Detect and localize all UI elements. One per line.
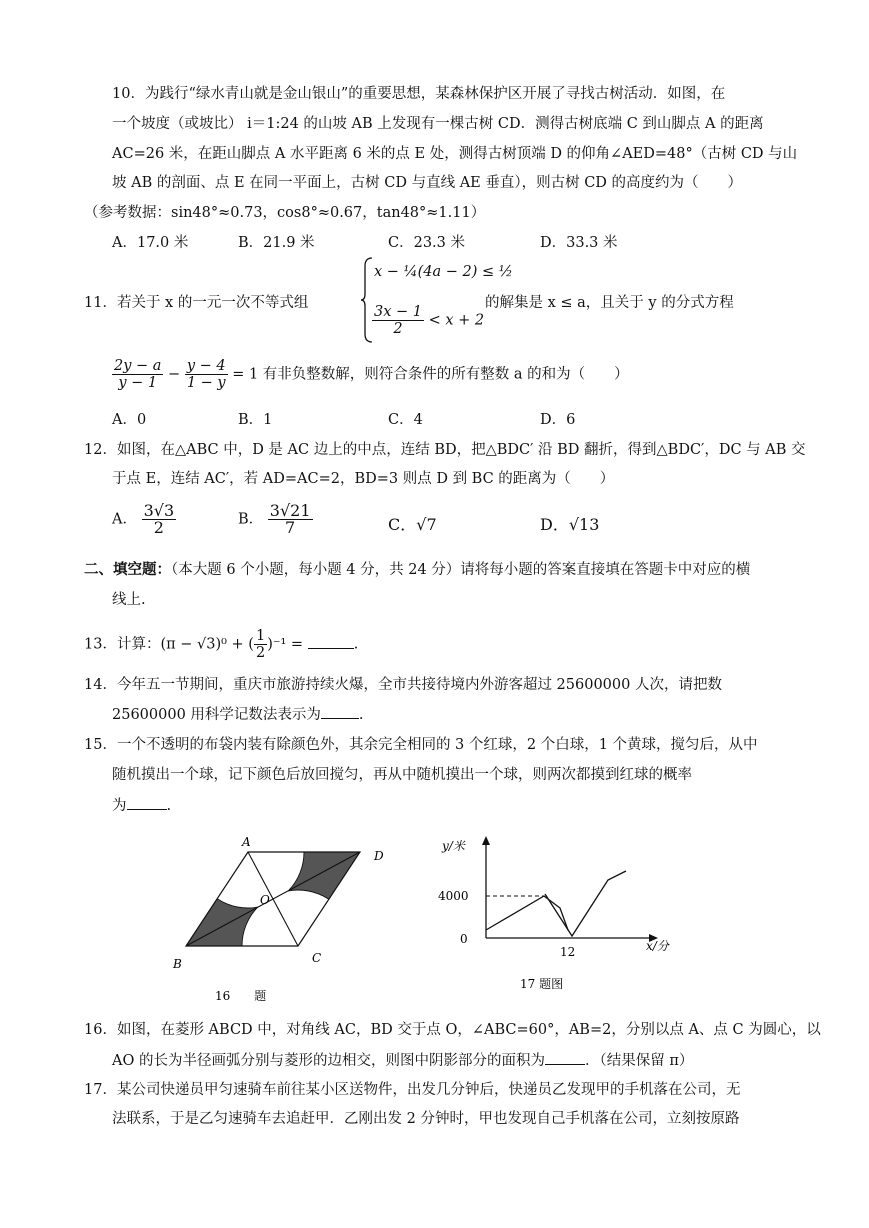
q11-option-d: D．6 [540, 412, 576, 428]
figure-16-rhombus [160, 830, 400, 1010]
q11-ineq2-numerator: 3x − 1 [374, 304, 422, 320]
q10-reference-data: （参考数据：sin48°≈0.73，cos8°≈0.67，tan48°≈1.11） [84, 205, 486, 221]
q13: 13．计算：(π − √3)⁰ + ( $\frac{1}{2}$ )⁻¹ = . [84, 628, 359, 661]
section2-instructions: （本大题 6 个小题，每小题 4 分，共 24 分）请将每小题的答案直接填在答题卡中对应的横 [171, 562, 751, 578]
q11-stem-prefix: 11．若关于 x 的一元一次不等式组 [84, 295, 309, 311]
q13-numerator: 1 [255, 628, 266, 644]
q11-stem-suffix: 的解集是 x ≤ a，且关于 y 的分式方程 [485, 295, 734, 311]
q15-line1: 15．一个不透明的布袋内装有除颜色外，其余完全相同的 3 个红球，2 个白球，1 个黄球，搅匀后，从中 [84, 737, 758, 753]
figure-17-caption: 17 题图 [520, 977, 564, 991]
q13-answer-blank[interactable] [308, 634, 354, 649]
q11-option-a: A．0 [112, 412, 147, 428]
q10-option-a: A．17.0 米 [112, 235, 189, 251]
q11-eq-den2: 1 − y [186, 375, 226, 391]
q13-suffix: )⁻¹ = [267, 636, 304, 653]
q14-answer-blank[interactable] [321, 704, 359, 719]
section2-title: 二、填空题： [84, 561, 171, 578]
q11-eq-num2: y − 4 [186, 358, 226, 374]
q11-option-c: C．4 [388, 412, 423, 428]
q11-inequality-system [360, 256, 513, 344]
q10-line2: 一个坡度（或坡比） i＝1:24 的山坡 AB 上发现有一棵古树 CD．测得古树底端 C 到山脚点 A 的距离 [112, 116, 764, 132]
q10-line1: 10．为践行“绿水青山就是金山银山”的重要思想，某森林保护区开展了寻找古树活动．如图，在 [112, 86, 726, 102]
q10-option-c: C．23.3 米 [388, 235, 465, 251]
label-d: D [374, 849, 384, 863]
q11-fraction-equation [112, 358, 629, 391]
q11-eq-den1: y − 1 [118, 375, 158, 391]
q12-line1: 12．如图，在△ABC 中，D 是 AC 边上的中点，连结 BD，把△BDC′ 沿 BD 翻折，得到△BDC′，DC 与 AB 交 [84, 442, 806, 458]
q13-denominator: 2 [255, 645, 266, 661]
q12-option-d: D．√13 [540, 515, 600, 534]
q10-option-d: D．33.3 米 [540, 235, 618, 251]
q16-line1: 16．如图，在菱形 ABCD 中，对角线 AC，BD 交于点 O，∠ABC=60°，AB=2，分别以点 A、点 C 为圆心，以 [84, 1022, 821, 1038]
q16-line2: AO 的长为半径画弧分别与菱形的边相交，则图中阴影部分的面积为 ．（结果保留 π） [112, 1050, 693, 1071]
q11-eq-num1: 2y − a [114, 358, 162, 374]
section2-heading-line [84, 560, 750, 580]
label-a: A [242, 835, 251, 849]
q11-option-b: B．1 [238, 412, 273, 428]
q12-line2: 于点 E，连结 AC′，若 AD=AC=2，BD=3 则点 D 到 BC 的距离为（ ） [112, 471, 615, 487]
q10-line3: AC=26 米，在距山脚点 A 水平距离 6 米的点 E 处，测得古树顶端 D 的仰角∠AED=48°（古树 CD 与山 [112, 146, 798, 162]
figure-16-caption: 16 题 [215, 989, 267, 1003]
q15-line2: 随机摸出一个球，记下颜色后放回搅匀，再从中随机摸出一个球，则两次都摸到红球的概率 [112, 767, 692, 783]
q11-ineq2-rest: < x + 2 [428, 312, 485, 329]
q11-inequality-1: x − ¼(4a − 2) ≤ ½ [374, 264, 513, 280]
q17-line1: 17．某公司快递员甲匀速骑车前往某小区送物件，出发几分钟后，快递员乙发现甲的手机落在公司，无 [84, 1082, 741, 1098]
q11-ineq2-denominator: 2 [393, 321, 403, 337]
label-o: O [260, 893, 270, 907]
q12-option-b: B． $\frac{3√21}{7}$ [238, 501, 311, 537]
x-axis-label: x/分 [646, 939, 669, 953]
q15-line3: 为 . [112, 795, 171, 816]
label-c: C [312, 951, 322, 965]
q10-option-b: B．21.9 米 [238, 235, 315, 251]
x-tick-12: 12 [560, 945, 576, 959]
origin-label: 0 [460, 932, 468, 946]
q17-line2: 法联系，于是乙匀速骑车去追赶甲．乙刚出发 2 分钟时，甲也发现自己手机落在公司，立刻按原路 [112, 1111, 740, 1127]
label-b: B [173, 957, 182, 971]
q11-eq-minus: − [168, 366, 181, 383]
q15-answer-blank[interactable] [127, 795, 167, 810]
q10-line4: 坡 AB 的剖面、点 E 在同一平面上，古树 CD 与直线 AE 垂直），则古树 CD 的高度约为（ ） [112, 175, 743, 191]
q11-eq-rest: = 1 有非负整数解，则符合条件的所有整数 a 的和为（ ） [232, 366, 629, 383]
figure-17-graph [420, 830, 680, 995]
y-axis-label: y/米 [442, 839, 465, 853]
q16-answer-blank[interactable] [545, 1050, 585, 1065]
q13-prefix: 13．计算：(π − √3)⁰ + ( [84, 636, 254, 653]
y-tick-4000: 4000 [438, 889, 469, 903]
q12-option-c: C．√7 [388, 515, 437, 534]
section2-instructions-cont: 线上. [112, 592, 146, 608]
q14-line1: 14．今年五一节期间，重庆市旅游持续火爆，全市共接待境内外游客超过 25600000 人次，请把数 [84, 677, 722, 693]
q14-line2: 25600000 用科学记数法表示为 . [112, 704, 364, 725]
q12-option-a: A． $\frac{3√3}{2}$ [112, 501, 175, 537]
